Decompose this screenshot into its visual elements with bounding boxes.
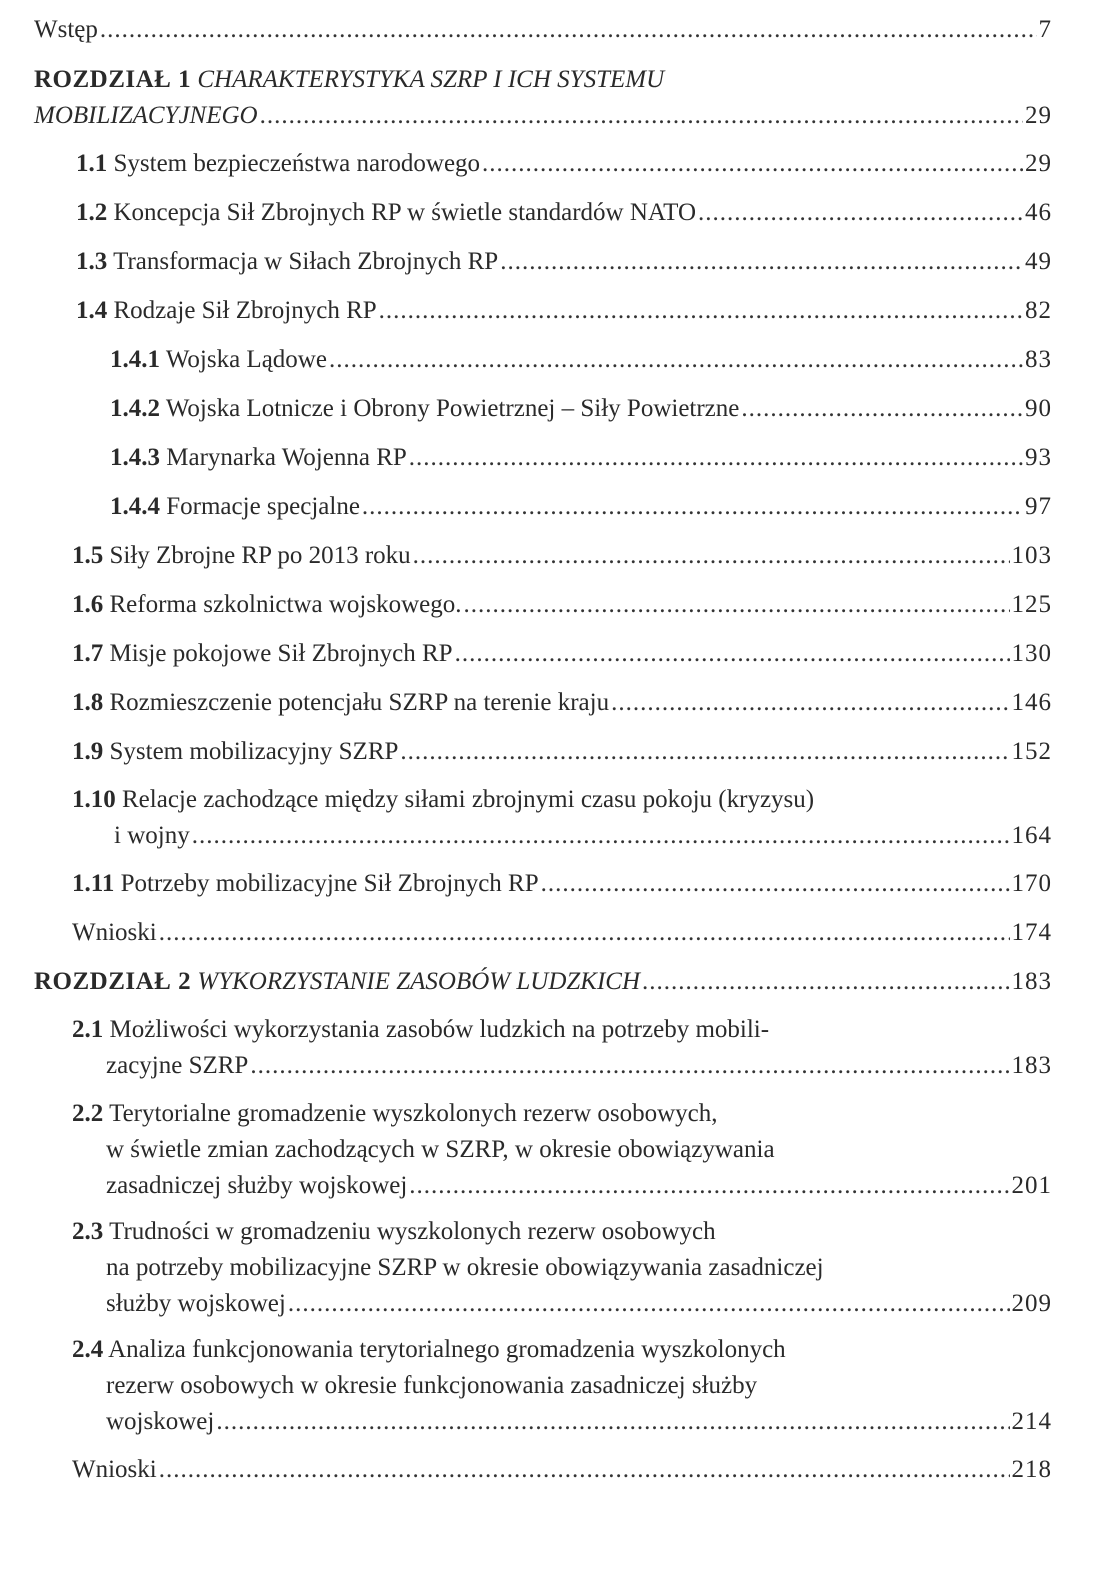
toc-page-number: 183	[1011, 968, 1052, 995]
toc-section-1-2[interactable]	[76, 195, 1052, 231]
dot-leader	[642, 964, 1009, 1000]
section-title: Możliwości wykorzystania zasobów ludzkich na potrzeby mobili-	[109, 1016, 770, 1043]
toc-section-2-4[interactable]	[72, 1332, 1052, 1440]
dot-leader	[464, 587, 1010, 623]
toc-page-number: 170	[1011, 870, 1052, 897]
section-title: Terytorialne gromadzenie wyszkolonych rezerw osobowych,	[109, 1100, 718, 1127]
chapter-label: ROZDZIAŁ 1	[34, 66, 192, 93]
dot-leader	[409, 1168, 1009, 1204]
toc-page-number: 146	[1011, 689, 1052, 716]
toc-page-number: 29	[1025, 150, 1052, 177]
section-number: 2.1	[72, 1016, 104, 1043]
toc-page-number: 103	[1011, 542, 1052, 569]
toc-entry-title: Wnioski	[72, 1456, 157, 1483]
section-number: 2.4	[72, 1336, 104, 1363]
section-title: Misje pokojowe Sił Zbrojnych RP	[109, 640, 453, 667]
toc-section-1-10[interactable]	[72, 782, 1052, 854]
section-title-continued: i wojny	[114, 822, 190, 849]
dot-leader	[455, 636, 1010, 672]
toc-page-number: 209	[1011, 1290, 1052, 1317]
chapter-title: WYKORZYSTANIE ZASOBÓW LUDZKICH	[197, 968, 641, 995]
dot-leader	[741, 391, 1023, 427]
dot-leader	[159, 915, 1010, 951]
section-number: 1.11	[72, 870, 115, 897]
toc-page-number: 218	[1011, 1456, 1052, 1483]
toc-page-number: 183	[1011, 1052, 1052, 1079]
toc-section-2-3[interactable]	[72, 1214, 1052, 1322]
section-number: 1.1	[76, 150, 108, 177]
section-number: 1.5	[72, 542, 104, 569]
toc-section-2-1[interactable]	[72, 1012, 1052, 1084]
section-title: Wojska Lądowe	[165, 346, 327, 373]
section-number: 1.4	[76, 297, 108, 324]
toc-section-1-7[interactable]	[72, 636, 1052, 672]
toc-section-1-9[interactable]	[72, 734, 1052, 770]
toc-page-number: 83	[1025, 346, 1052, 373]
section-title-continued: wojskowej	[106, 1408, 215, 1435]
section-number: 2.3	[72, 1218, 104, 1245]
chapter-title: CHARAKTERYSTYKA SZRP I ICH SYSTEMU	[197, 66, 665, 93]
toc-subsection-1-4-1[interactable]	[110, 342, 1052, 378]
toc-page-number: 214	[1011, 1408, 1052, 1435]
section-title: Reforma szkolnictwa wojskowego.	[109, 591, 462, 618]
section-number: 1.2	[76, 199, 108, 226]
section-title-continued: na potrzeby mobilizacyjne SZRP w okresie obowiązywania zasadniczej	[106, 1254, 824, 1281]
toc-subsection-1-4-2[interactable]	[110, 391, 1052, 427]
toc-page-number: 152	[1011, 738, 1052, 765]
dot-leader	[611, 685, 1009, 721]
dot-leader	[500, 244, 1023, 280]
toc-page-number: 164	[1011, 822, 1052, 849]
section-title-continued: służby wojskowej	[106, 1290, 286, 1317]
toc-page-number: 125	[1011, 591, 1052, 618]
section-title: System mobilizacyjny SZRP	[109, 738, 399, 765]
chapter-title-continued: MOBILIZACYJNEGO	[34, 102, 258, 129]
toc-chapter-1[interactable]	[34, 62, 1052, 134]
dot-leader	[541, 866, 1010, 902]
dot-leader	[482, 146, 1023, 182]
dot-leader	[400, 734, 1009, 770]
section-title-continued: rezerw osobowych w okresie funkcjonowania zasadniczej służby	[106, 1372, 758, 1399]
toc-page-number: 174	[1011, 919, 1052, 946]
toc-chapter-2[interactable]	[34, 964, 1052, 1000]
toc-conclusions-1[interactable]	[72, 915, 1052, 951]
section-title: Formacje specjalne	[166, 493, 360, 520]
toc-page-number: 201	[1011, 1172, 1052, 1199]
dot-leader	[379, 293, 1023, 329]
toc-section-1-3[interactable]	[76, 244, 1052, 280]
section-title: Rozmieszczenie potencjału SZRP na terenie kraju	[109, 689, 610, 716]
section-number: 1.4.4	[110, 493, 160, 520]
section-number: 1.4.2	[110, 395, 160, 422]
toc-entry-title: Wnioski	[72, 919, 157, 946]
toc-page-number: 90	[1025, 395, 1052, 422]
toc-page-number: 130	[1011, 640, 1052, 667]
section-title: Relacje zachodzące między siłami zbrojnymi czasu pokoju (kryzysu)	[122, 786, 815, 813]
dot-leader	[409, 440, 1023, 476]
toc-page-number: 82	[1025, 297, 1052, 324]
toc-entry-intro[interactable]	[34, 12, 1052, 48]
toc-page-number: 93	[1025, 444, 1052, 471]
dot-leader	[100, 12, 1037, 48]
section-title: Potrzeby mobilizacyjne Sił Zbrojnych RP	[120, 870, 539, 897]
section-title-continued: zacyjne SZRP	[106, 1052, 249, 1079]
dot-leader	[192, 818, 1010, 854]
section-number: 2.2	[72, 1100, 104, 1127]
section-title: Koncepcja Sił Zbrojnych RP w świetle standardów NATO	[113, 199, 697, 226]
toc-section-1-4[interactable]	[76, 293, 1052, 329]
section-title: Siły Zbrojne RP po 2013 roku	[109, 542, 411, 569]
toc-section-1-11[interactable]	[72, 866, 1052, 902]
toc-page-number: 46	[1025, 199, 1052, 226]
dot-leader	[159, 1452, 1010, 1488]
dot-leader	[260, 98, 1023, 134]
toc-section-1-8[interactable]	[72, 685, 1052, 721]
section-number: 1.4.3	[110, 444, 160, 471]
toc-page-number: 49	[1025, 248, 1052, 275]
toc-section-1-5[interactable]	[72, 538, 1052, 574]
section-title: Marynarka Wojenna RP	[166, 444, 407, 471]
dot-leader	[362, 489, 1023, 525]
section-number: 1.8	[72, 689, 104, 716]
section-title: Trudności w gromadzeniu wyszkolonych rezerw osobowych	[109, 1218, 716, 1245]
toc-subsection-1-4-4[interactable]	[110, 489, 1052, 525]
section-title: System bezpieczeństwa narodowego	[113, 150, 481, 177]
toc-entry-title: Wstęp	[34, 16, 98, 43]
section-number: 1.3	[76, 248, 108, 275]
dot-leader	[698, 195, 1023, 231]
dot-leader	[413, 538, 1010, 574]
toc-page-number: 7	[1038, 16, 1052, 43]
toc-page-number: 97	[1025, 493, 1052, 520]
section-title: Analiza funkcjonowania terytorialnego gromadzenia wyszkolonych	[108, 1336, 786, 1363]
dot-leader	[250, 1048, 1009, 1084]
toc-conclusions-2[interactable]	[72, 1452, 1052, 1488]
section-number: 1.4.1	[110, 346, 160, 373]
toc-subsection-1-4-3[interactable]	[110, 440, 1052, 476]
section-number: 1.10	[72, 786, 116, 813]
chapter-label: ROZDZIAŁ 2	[34, 968, 192, 995]
section-number: 1.6	[72, 591, 104, 618]
toc-section-1-1[interactable]	[76, 146, 1052, 182]
toc-page-number: 29	[1025, 102, 1052, 129]
toc-section-2-2[interactable]	[72, 1096, 1052, 1204]
section-title: Rodzaje Sił Zbrojnych RP	[113, 297, 377, 324]
section-number: 1.9	[72, 738, 104, 765]
toc-section-1-6[interactable]	[72, 587, 1052, 623]
section-title: Wojska Lotnicze i Obrony Powietrznej – Siły Powietrzne	[165, 395, 740, 422]
dot-leader	[288, 1286, 1010, 1322]
dot-leader	[216, 1404, 1009, 1440]
section-number: 1.7	[72, 640, 104, 667]
section-title: Transformacja w Siłach Zbrojnych RP	[113, 248, 499, 275]
section-title-continued: zasadniczej służby wojskowej	[106, 1172, 408, 1199]
section-title-continued: w świetle zmian zachodzących w SZRP, w okresie obowiązywania	[106, 1136, 775, 1163]
dot-leader	[329, 342, 1023, 378]
